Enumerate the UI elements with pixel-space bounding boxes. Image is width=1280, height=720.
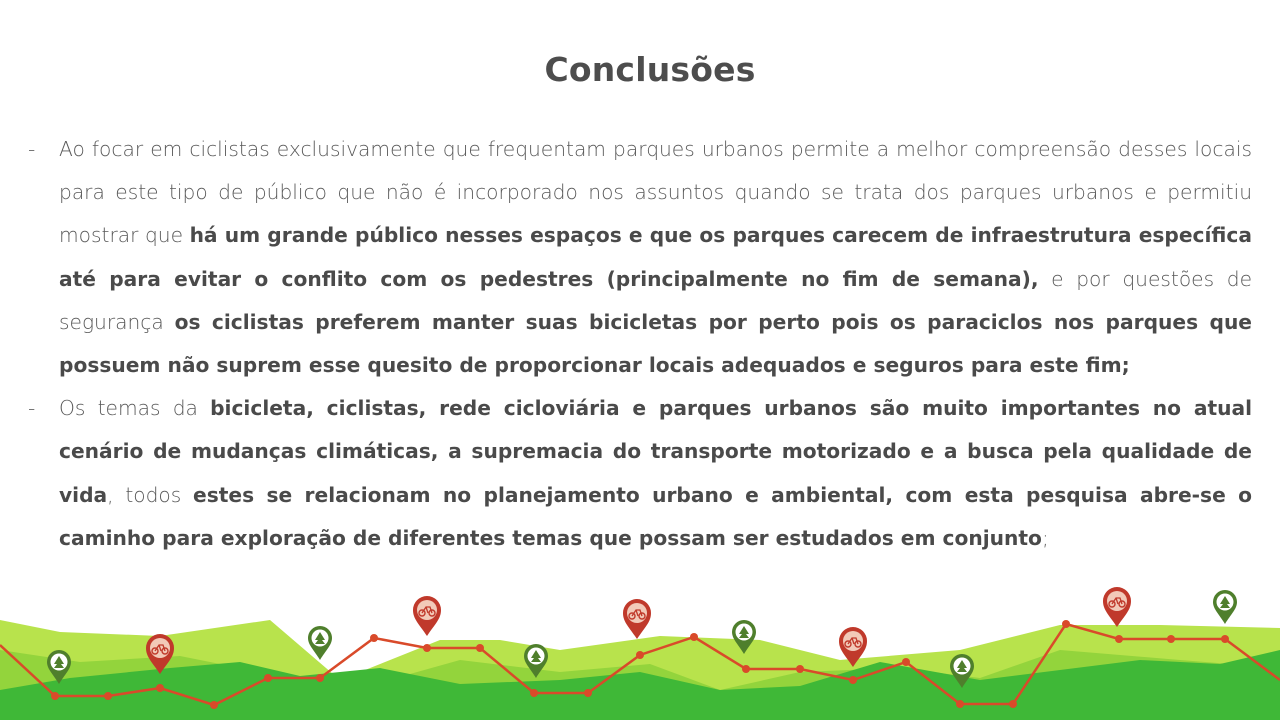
bicycle-icon [623, 599, 651, 639]
bullet-text: ; [1041, 525, 1049, 550]
bullet-dash: - [28, 137, 36, 161]
bullet-bold-text: há um grande público nesses espaços e que os parques carecem de infraestrutura específica até para evitar o conflito com os pedestres (principalmente no fim de semana), [59, 223, 1252, 291]
bullet-text: Os temas da [59, 396, 211, 421]
slide-title: Conclusões [544, 50, 756, 89]
bullet-bold-text: bicicleta, ciclistas, rede cicloviária e parques urbanos são muito importantes no atual cenário de mudanças climáticas, a supremacia do transporte motorizado e a busca pela qualidade de vida [59, 396, 1253, 507]
bullet-bold-text: estes se relacionam no planejamento urbano e ambiental, com esta pesquisa abre-se o caminho para exploração de diferentes temas que possam ser estudados em conjunto [59, 482, 1252, 550]
conclusions-list [28, 128, 1252, 560]
bicycle-icon [413, 596, 441, 636]
bullet-text: , todos [107, 482, 194, 507]
landscape-decoration [0, 580, 1280, 720]
bullet-dash: - [28, 396, 36, 421]
tree-icon [1213, 590, 1237, 624]
bullet-bold-text: os ciclistas preferem manter suas bicicletas por perto pois os paraciclos nos parques que possuem não suprem esse quesito de proporcionar locais adequados e seguros para este fim; [59, 309, 1253, 378]
bullet-text: Ao focar em ciclistas exclusivamente que frequentam parques urbanos permite a melhor compreensão desses locais para este tipo de público que não é incorporado nos assuntos quando se trata dos parques urbanos e permitiu mostrar que [59, 137, 1252, 248]
bullet-item [28, 387, 1252, 560]
tree-icon [308, 626, 332, 660]
bullet-text: e por questões de segurança [59, 266, 1252, 334]
bicycle-icon [1103, 587, 1131, 627]
bullet-item [28, 128, 1252, 387]
